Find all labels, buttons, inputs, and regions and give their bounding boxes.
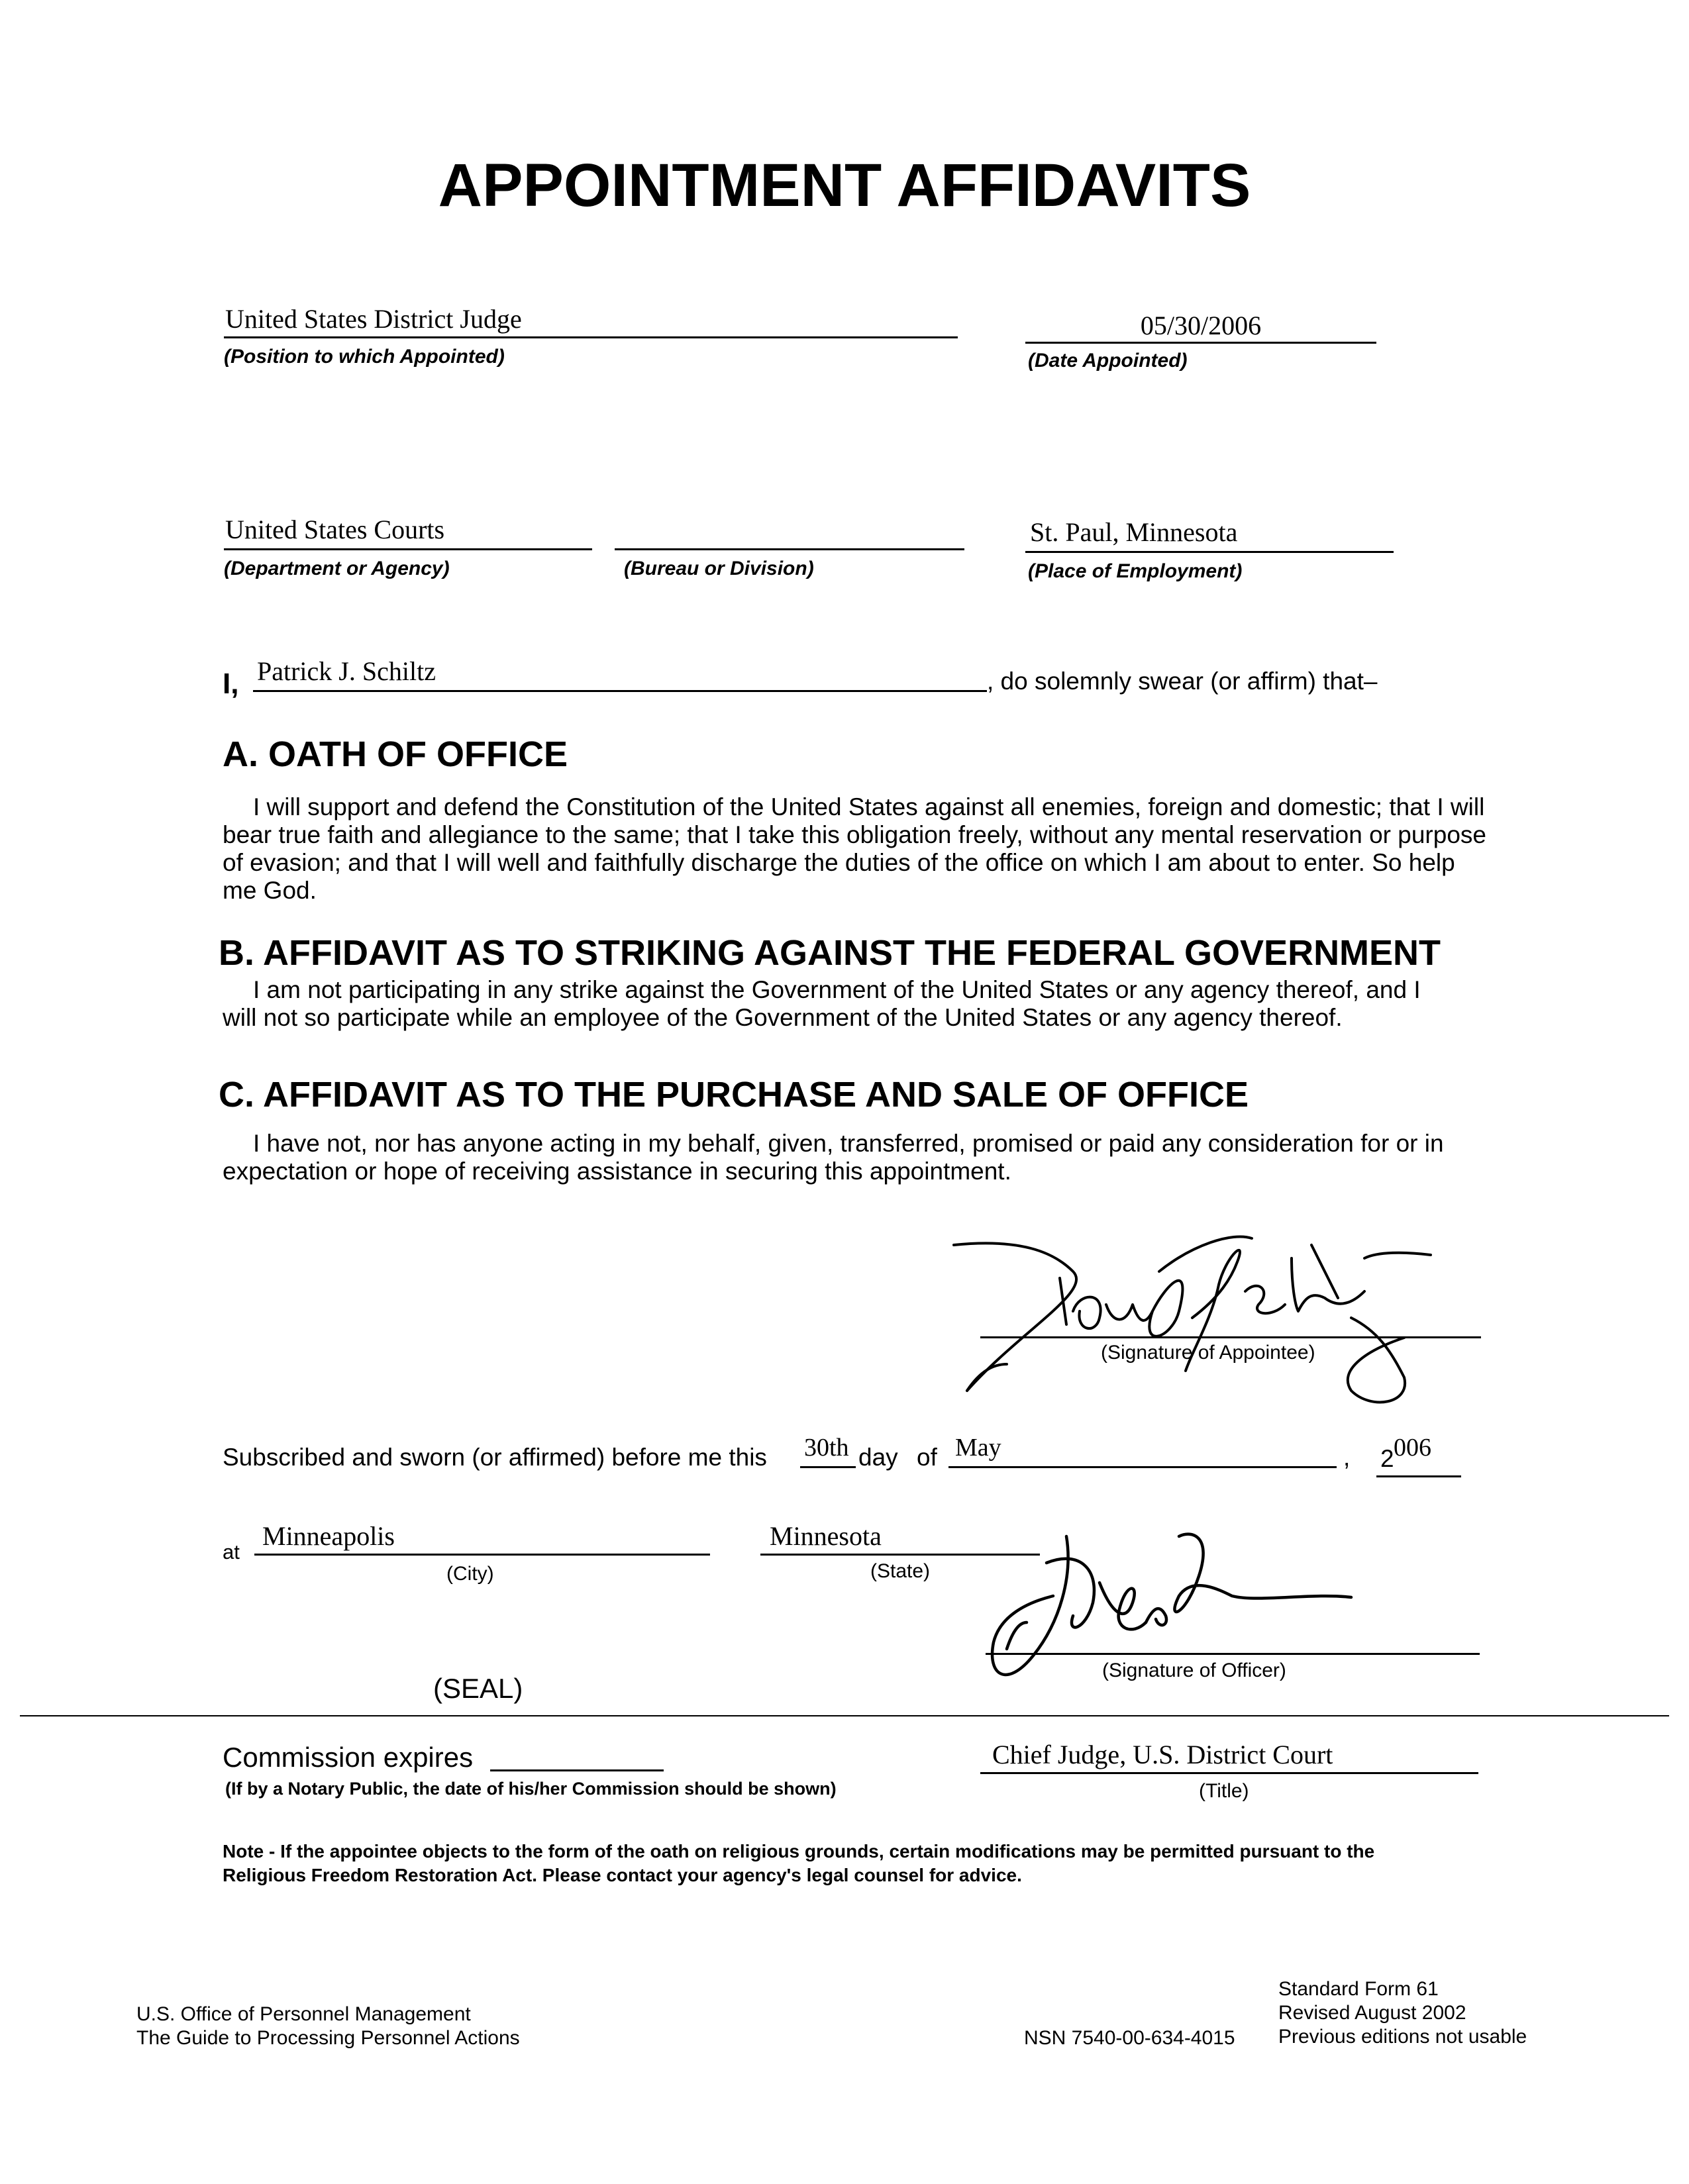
sworn-comma: , — [1343, 1444, 1351, 1471]
sworn-year-line — [1376, 1475, 1461, 1477]
sworn-month-value: May — [955, 1434, 1001, 1462]
sworn-day-label: day — [858, 1444, 898, 1471]
date-caption: (Date Appointed) — [1028, 350, 1188, 372]
sworn-year-prefix: 2 — [1380, 1445, 1394, 1472]
place-line — [1025, 551, 1394, 553]
title-caption: (Title) — [1199, 1780, 1249, 1802]
department-value: United States Courts — [225, 515, 445, 544]
footer-agency-line1: U.S. Office of Personnel Management — [136, 2003, 471, 2025]
sworn-day-line — [800, 1466, 856, 1468]
sworn-prefix: Subscribed and sworn (or affirmed) before me this — [223, 1444, 767, 1471]
section-c-heading: C. AFFIDAVIT AS TO THE PURCHASE AND SALE OF OFFICE — [219, 1075, 1249, 1115]
religious-note-line2: Religious Freedom Restoration Act. Please contact your agency's legal counsel for advice. — [223, 1865, 1022, 1885]
commission-label: Commission expires — [223, 1742, 474, 1773]
section-c-text — [223, 1130, 1481, 1185]
position-caption: (Position to which Appointed) — [224, 346, 505, 368]
form-title: APPOINTMENT AFFIDAVITS — [438, 152, 1251, 219]
footer-nsn: NSN 7540-00-634-4015 — [1024, 2027, 1235, 2049]
department-line — [224, 548, 592, 550]
position-line — [224, 336, 958, 338]
department-caption: (Department or Agency) — [224, 558, 450, 579]
section-b-heading: B. AFFIDAVIT AS TO STRIKING AGAINST THE FEDERAL GOVERNMENT — [219, 933, 1441, 973]
religious-note — [223, 1840, 1374, 1887]
section-b-text — [223, 976, 1455, 1032]
at-label: at — [223, 1540, 240, 1564]
commission-note: (If by a Notary Public, the date of his/her Commission should be shown) — [225, 1779, 837, 1799]
officer-signature-line — [986, 1653, 1480, 1655]
footer-form-line1: Standard Form 61 — [1278, 1978, 1439, 2000]
officer-signature-caption: (Signature of Officer) — [1102, 1660, 1286, 1681]
place-caption: (Place of Employment) — [1028, 560, 1243, 582]
appointee-signature — [941, 1218, 1457, 1430]
appointee-signature-caption: (Signature of Appointee) — [1101, 1342, 1315, 1364]
appointee-signature-line — [980, 1336, 1481, 1338]
date-value: 05/30/2006 — [1140, 311, 1262, 340]
appointee-name: Patrick J. Schiltz — [257, 656, 436, 686]
page-divider — [20, 1715, 1669, 1716]
seal-label: (SEAL) — [433, 1673, 523, 1704]
state-caption: (State) — [870, 1560, 931, 1582]
footer-form-line3: Previous editions not usable — [1278, 2026, 1527, 2048]
city-caption: (City) — [446, 1563, 494, 1585]
position-value: United States District Judge — [225, 304, 522, 334]
section-b-paragraph: I am not participating in any strike against the Government of the United States or any agency thereof, and I will not so participate while an employee of the Government of the United States or any agency thereof. — [223, 976, 1421, 1031]
footer-agency — [136, 2003, 520, 2050]
section-a-paragraph: I will support and defend the Constitution of the United States against all enemies, foreign and domestic; that I will bear true faith and allegiance to the same; that I take this obligation freely, without any mental reservation or purpose of evasion; and that I will well and faithfully discharge the duties of the office on which I am about to enter. So help me God. — [223, 793, 1486, 904]
place-value: St. Paul, Minnesota — [1030, 517, 1238, 547]
sworn-year-value: 006 — [1394, 1434, 1431, 1462]
appointee-name-line — [253, 690, 987, 692]
sworn-month-line — [948, 1466, 1337, 1468]
religious-note-line1: Note - If the appointee objects to the form of the oath on religious grounds, certain modifications may be permitted pursuant to the — [223, 1841, 1375, 1861]
section-c-paragraph: I have not, nor has anyone acting in my behalf, given, transferred, promised or paid any consideration for or in expectation or hope of receiving assistance in securing this appointment. — [223, 1130, 1444, 1185]
footer-agency-line2: The Guide to Processing Personnel Actions — [136, 2027, 520, 2049]
state-value: Minnesota — [770, 1521, 882, 1551]
bureau-caption: (Bureau or Division) — [624, 558, 814, 579]
city-value: Minneapolis — [262, 1521, 395, 1551]
oath-suffix: , do solemnly swear (or affirm) that– — [987, 668, 1378, 695]
title-line — [980, 1772, 1478, 1774]
footer-form-line2: Revised August 2002 — [1278, 2002, 1466, 2024]
sworn-of-label: of — [917, 1444, 937, 1471]
date-line — [1025, 342, 1376, 344]
bureau-line — [615, 548, 964, 550]
commission-line — [490, 1769, 664, 1771]
footer-form-info — [1278, 1977, 1527, 2049]
section-a-heading: A. OATH OF OFFICE — [223, 734, 568, 774]
sworn-day-value: 30th — [804, 1434, 849, 1462]
title-value: Chief Judge, U.S. District Court — [992, 1740, 1333, 1769]
section-a-text — [223, 793, 1488, 905]
oath-prefix: I, — [223, 668, 239, 700]
city-line — [254, 1554, 710, 1556]
